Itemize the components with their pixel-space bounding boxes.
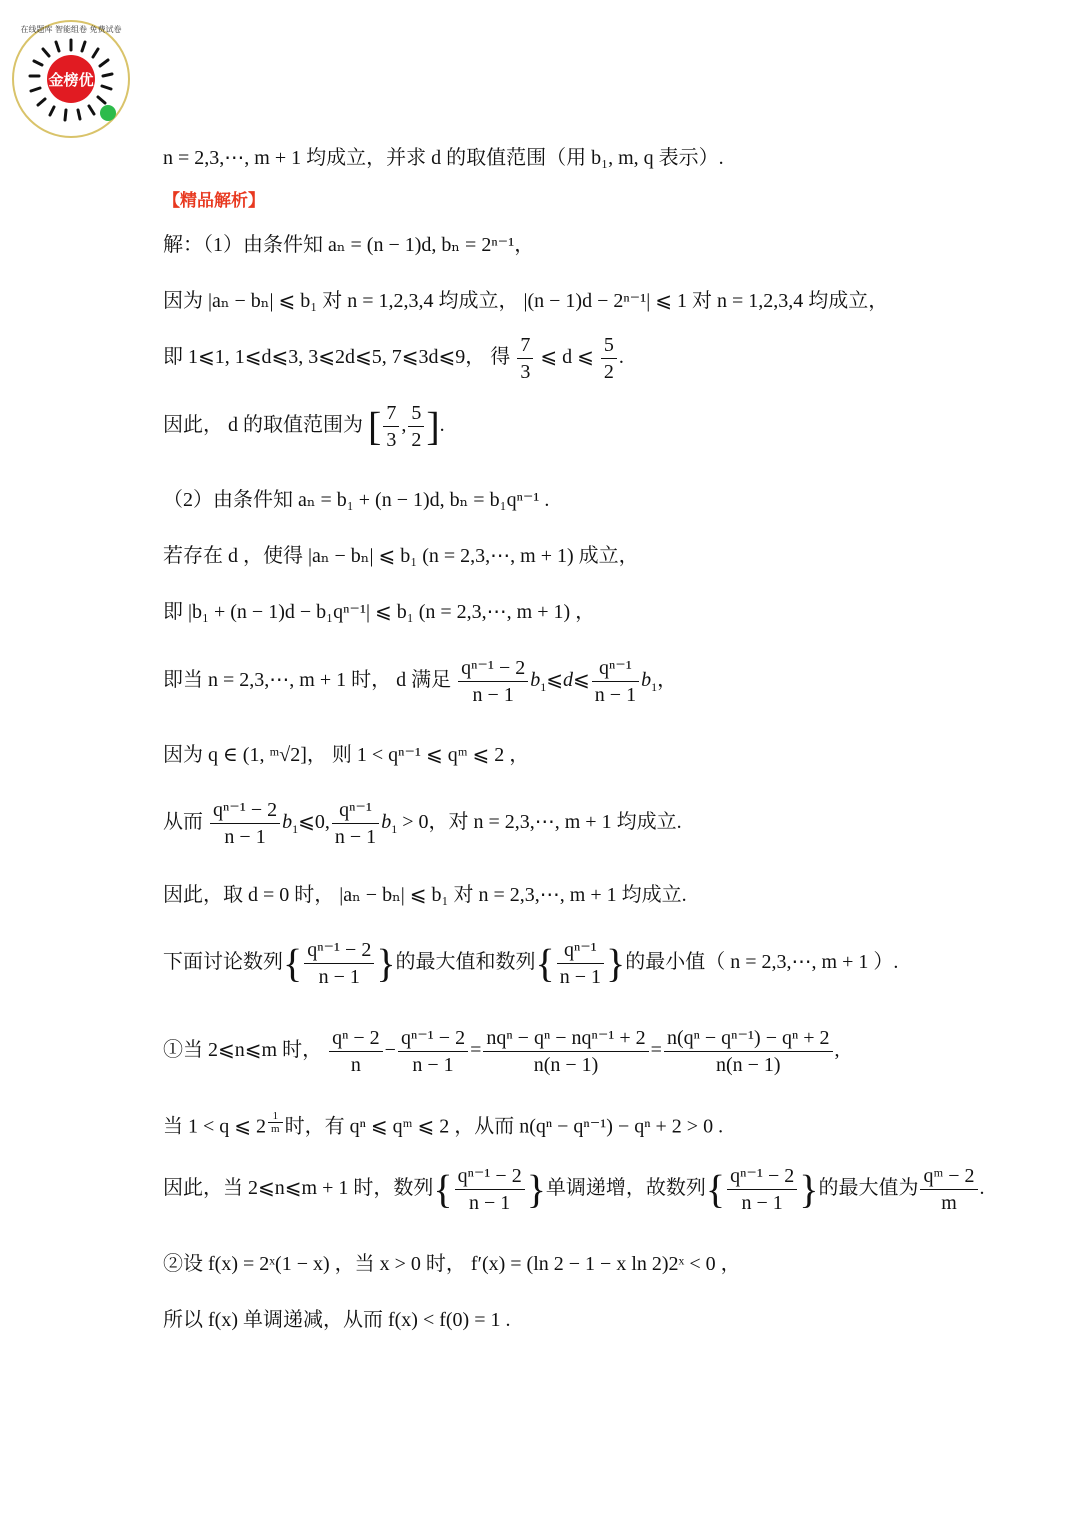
- seq-fraction-2: $\frac{\text{qⁿ⁻¹ − 2}}{n - 1}$: [727, 1163, 797, 1216]
- line-14: 下面讨论数列{ $\frac{\text{qⁿ⁻¹ − 2}}{n - 1}$ }的最大值和数列{ $\frac{\text{qⁿ⁻¹}}{n - 1}$ }的最小值（ n = 2,3,⋯, m + 1 ）.: [163, 939, 899, 988]
- line-12: 从而 $\frac{\text{qⁿ⁻¹ − 2}}{n - 1}$ $b_1⩽0$, $\frac{\text{qⁿ⁻¹}}{n - 1}$ $b_1 > 0$，对 n = 2,3,⋯, m + 1 均成立.: [163, 799, 682, 848]
- line-1: n = 2,3,⋯, m + 1 均成立，并求 d 的取值范围（用 b₁, m, q 表示）.: [163, 147, 724, 169]
- line-8: 若存在 d ，使得 |aₙ − bₙ| ⩽ b₁ (n = 2,3,⋯, m + 1) 成立，: [163, 545, 639, 567]
- frac-qn1: $\frac{\text{qⁿ⁻¹ − 2}}{n - 1}$: [398, 1025, 468, 1078]
- line-10: 即当 n = 2,3,⋯, m + 1 时， d 满足 $\frac{\text{qⁿ⁻¹ − 2}}{n - 1}$ $b_1⩽d⩽$ $\frac{\text{qⁿ⁻¹}}{n - 1}$ $b_1$，: [163, 657, 678, 706]
- fraction-lower-bound: $\frac{\text{qⁿ⁻¹ − 2}}{n - 1}$: [458, 655, 528, 708]
- line-19: 所以 f(x) 单调递减，从而 f(x) < f(0) = 1 .: [163, 1309, 511, 1331]
- line-10-text: 即当 n = 2,3,⋯, m + 1 时， d 满足: [163, 669, 452, 692]
- line-17: 因此，当 2⩽n⩽m + 1 时，数列{ $\frac{\text{qⁿ⁻¹ − 2}}{n - 1}$ }单调递增，故数列{ $\frac{\text{qⁿ⁻¹ − 2}}{n - 1}$ }的最大值为 $\frac{\text{qᵐ − 2}}{m}$ .: [163, 1165, 985, 1214]
- line-13: 因此，取 d = 0 时， |aₙ − bₙ| ⩽ b₁ 对 n = 2,3,⋯, m + 1 均成立.: [163, 884, 687, 906]
- fraction-7-3: $\frac{7}{3}$: [517, 332, 533, 385]
- line-5-ineq: ⩽ d ⩽: [540, 346, 594, 369]
- line-7: （2）由条件知 aₙ = b₁ + (n − 1)d, bₙ = b₁qⁿ⁻¹ .: [163, 489, 550, 511]
- line-5: 即 1⩽1, 1⩽d⩽3, 3⩽2d⩽5, 7⩽3d⩽9， 得 $\frac{7}{3}$ ⩽ d ⩽ $\frac{5}{2}$ .: [163, 334, 624, 383]
- line-9: 即 |b₁ + (n − 1)d − b₁qⁿ⁻¹| ⩽ b₁ (n = 2,3,⋯, m + 1) ，: [163, 601, 596, 623]
- range-lower: $\frac{7}{3}$: [383, 400, 399, 453]
- line-6-text: 因此， d 的取值范围为: [163, 414, 363, 437]
- line-17-text-a: 因此，当 2⩽n⩽m + 1 时，数列: [163, 1177, 434, 1200]
- logo-brand-text: 金榜优: [48, 71, 94, 89]
- exp-1-over-m: 1 m: [268, 1110, 283, 1135]
- line-16-text-b: 时，有 qⁿ ⩽ qᵐ ⩽ 2 ，从而 n(qⁿ − qⁿ⁻¹) − qⁿ + 2 > 0 .: [284, 1115, 724, 1138]
- seq-fraction-1: $\frac{\text{qⁿ⁻¹ − 2}}{n - 1}$: [455, 1163, 525, 1216]
- line-3: 解：（1）由条件知 aₙ = (n − 1)d, bₙ = 2ⁿ⁻¹，: [163, 234, 535, 256]
- line-17-text-c: 的最大值为: [818, 1177, 919, 1200]
- jinbangyou-logo: [10, 18, 132, 140]
- frac-qn: $\frac{\text{qⁿ − 2}}{n}$: [329, 1025, 383, 1078]
- fraction-a: $\frac{\text{qⁿ⁻¹ − 2}}{n - 1}$: [210, 797, 280, 850]
- line-6: 因此， d 的取值范围为 [ $\frac{7}{3}$ , $\frac{5}{2}$ ].: [163, 402, 445, 451]
- solution-heading: 【精品解析】: [163, 191, 265, 211]
- line-12-text: 从而: [163, 811, 203, 834]
- line-14-text-c: 的最小值（ n = 2,3,⋯, m + 1 ）.: [625, 951, 899, 974]
- line-14-text-a: 下面讨论数列: [163, 951, 283, 974]
- line-16-text-a: 当 1 < q ⩽ 2: [163, 1115, 267, 1138]
- line-16: [163, 1106, 723, 1142]
- line-11: 因为 q ∈ (1, ᵐ√2]， 则 1 < qⁿ⁻¹ ⩽ qᵐ ⩽ 2 ，: [163, 744, 530, 766]
- fraction-b: $\frac{\text{qⁿ⁻¹}}{n - 1}$: [332, 797, 379, 850]
- line-14-text-b: 的最大值和数列: [395, 951, 536, 974]
- max-value-fraction: $\frac{\text{qᵐ − 2}}{m}$: [920, 1163, 977, 1216]
- line-17-text-b: 单调递增，故数列: [545, 1177, 706, 1200]
- fraction-5-2: $\frac{5}{2}$: [601, 332, 617, 385]
- line-15-text: ①当 2⩽n⩽m 时，: [163, 1039, 323, 1062]
- seq-min-fraction: $\frac{\text{qⁿ⁻¹}}{n - 1}$: [557, 937, 604, 990]
- line-12-tail: ，对 n = 2,3,⋯, m + 1 均成立.: [428, 811, 682, 834]
- logo-ring-text: 在线题库 智能组卷 免费试卷: [20, 25, 122, 34]
- fraction-upper-bound: $\frac{\text{qⁿ⁻¹}}{n - 1}$: [592, 655, 639, 708]
- seq-max-fraction: $\frac{\text{qⁿ⁻¹ − 2}}{n - 1}$: [304, 937, 374, 990]
- frac-factored: $\frac{\text{n(qⁿ − qⁿ⁻¹) − qⁿ + 2}}{n(n - 1)}$: [664, 1025, 833, 1078]
- line-15: ①当 2⩽n⩽m 时， $\frac{\text{qⁿ − 2}}{n}$ − $\frac{\text{qⁿ⁻¹ − 2}}{n - 1}$ = $\frac{\text{nqⁿ − qⁿ − nqⁿ⁻¹ + 2}}{n(n - 1)}$ = $\frac{\text{n(qⁿ − qⁿ⁻¹) − qⁿ + 2}}{n(n - 1)}$ ,: [163, 1027, 840, 1076]
- line-4: 因为 |aₙ − bₙ| ⩽ b₁ 对 n = 1,2,3,4 均成立， |(n − 1)d − 2ⁿ⁻¹| ⩽ 1 对 n = 1,2,3,4 均成立，: [163, 290, 889, 312]
- line-5-text: 即 1⩽1, 1⩽d⩽3, 3⩽2d⩽5, 7⩽3d⩽9， 得: [163, 346, 511, 369]
- frac-expanded: $\frac{\text{nqⁿ − qⁿ − nqⁿ⁻¹ + 2}}{n(n - 1)}$: [483, 1025, 648, 1078]
- range-upper: $\frac{5}{2}$: [408, 400, 424, 453]
- line-18: ②设 f(x) = 2ˣ(1 − x) ，当 x > 0 时， f′(x) = (ln 2 − 1 − x ln 2)2ˣ < 0 ，: [163, 1253, 741, 1275]
